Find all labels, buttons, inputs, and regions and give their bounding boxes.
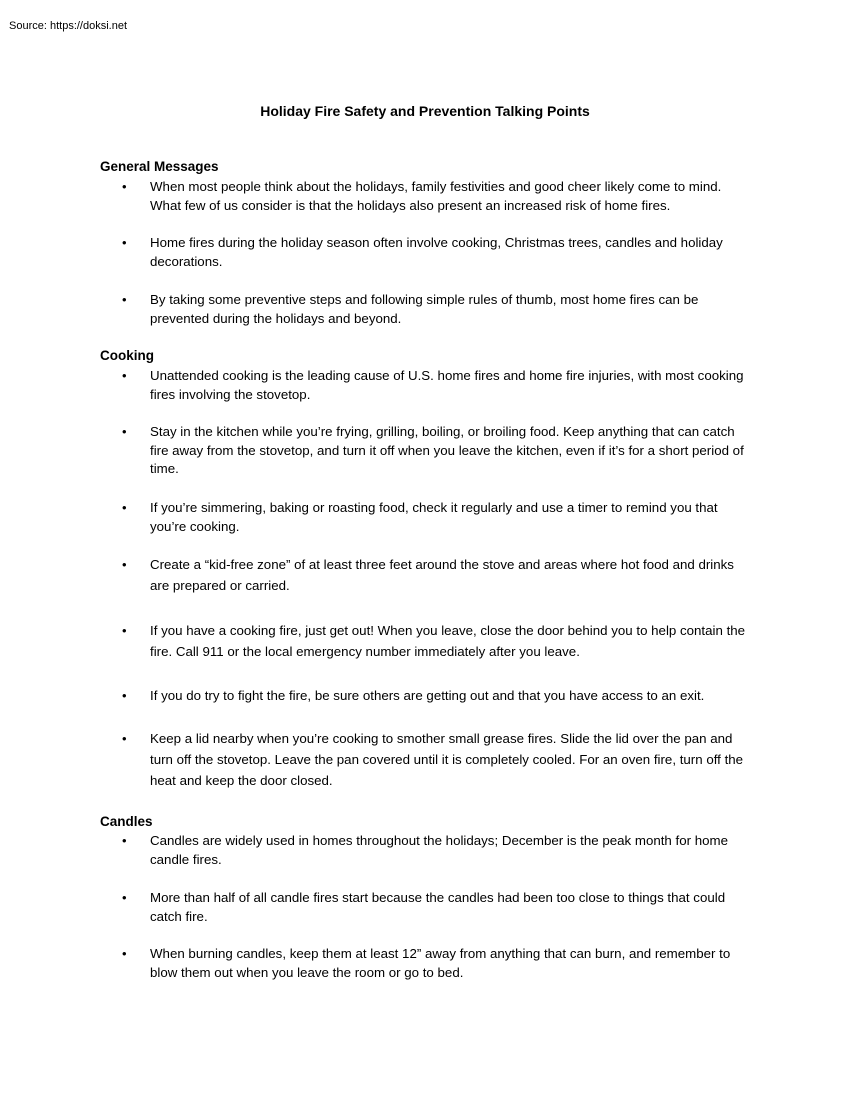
list-item-text: Home fires during the holiday season often involve cooking, Christmas trees, candles and holiday decorations. — [150, 235, 723, 269]
list-item-text: If you do try to fight the fire, be sure others are getting out and that you have access to an exit. — [150, 688, 705, 703]
bullet-icon: • — [122, 688, 127, 703]
list-item-text: When burning candles, keep them at least 12” away from anything that can burn, and remember to blow them out when you leave the room or go to bed. — [150, 946, 731, 980]
list-item-text: By taking some preventive steps and following simple rules of thumb, most home fires can be prevented during the holidays and beyond. — [150, 292, 699, 326]
section-heading-candles: Candles — [100, 814, 153, 829]
list-item — [122, 234, 747, 271]
list-item-text: Candles are widely used in homes throughout the holidays; December is the peak month for home candle fires. — [150, 833, 728, 867]
list-item-text: Keep a lid nearby when you’re cooking to smother small grease fires. Slide the lid over the pan and turn off the stovetop. Leave the pan covered until it is completely cooled. For an oven fire, turn off the heat and keep the door closed. — [150, 731, 744, 788]
list-item — [122, 620, 747, 662]
list-item — [122, 499, 747, 536]
page-title: Holiday Fire Safety and Prevention Talking Points — [260, 103, 590, 119]
list-item-text: If you’re simmering, baking or roasting food, check it regularly and use a timer to remind you that you’re cooking. — [150, 500, 718, 534]
section-heading-general-messages: General Messages — [100, 159, 219, 174]
list-item-text: When most people think about the holidays, family festivities and good cheer likely come to mind. What few of us consider is that the holidays also present an increased risk of home fires. — [150, 179, 722, 213]
list-item — [122, 554, 747, 596]
list-item — [122, 728, 747, 791]
list-item — [122, 423, 747, 479]
list-item-text: Create a “kid-free zone” of at least three feet around the stove and areas where hot food and drinks are prepared or carried. — [150, 557, 734, 593]
bullet-icon: • — [122, 890, 127, 905]
list-item-text: Stay in the kitchen while you’re frying, grilling, boiling, or broiling food. Keep anything that can catch fire away from the stovetop, and turn it off when you leave the kitchen, even if it’s for a short period of time. — [150, 424, 744, 477]
list-item-text: More than half of all candle fires start because the candles had been too close to things that could catch fire. — [150, 890, 726, 924]
bullet-icon: • — [122, 368, 127, 383]
list-item — [122, 291, 747, 328]
bullet-icon: • — [122, 946, 127, 961]
list-item — [122, 945, 747, 982]
bullet-icon: • — [122, 424, 127, 439]
bullet-icon: • — [122, 833, 127, 848]
bullet-icon: • — [122, 623, 127, 638]
list-item — [122, 367, 747, 404]
bullet-icon: • — [122, 179, 127, 194]
list-item — [122, 889, 747, 926]
bullet-icon: • — [122, 292, 127, 307]
bullet-icon: • — [122, 500, 127, 515]
list-item — [122, 685, 747, 706]
section-heading-cooking: Cooking — [100, 348, 154, 363]
source-label: Source: https://doksi.net — [9, 20, 128, 32]
list-item — [122, 832, 747, 869]
bullet-icon: • — [122, 235, 127, 250]
list-item-text: Unattended cooking is the leading cause of U.S. home fires and home fire injuries, with most cooking fires involving the stovetop. — [150, 368, 744, 402]
bullet-icon: • — [122, 557, 127, 572]
list-item — [122, 178, 747, 215]
list-item-text: If you have a cooking fire, just get out! When you leave, close the door behind you to help contain the fire. Call 911 or the local emergency number immediately after you leave. — [150, 623, 746, 659]
bullet-icon: • — [122, 731, 127, 746]
